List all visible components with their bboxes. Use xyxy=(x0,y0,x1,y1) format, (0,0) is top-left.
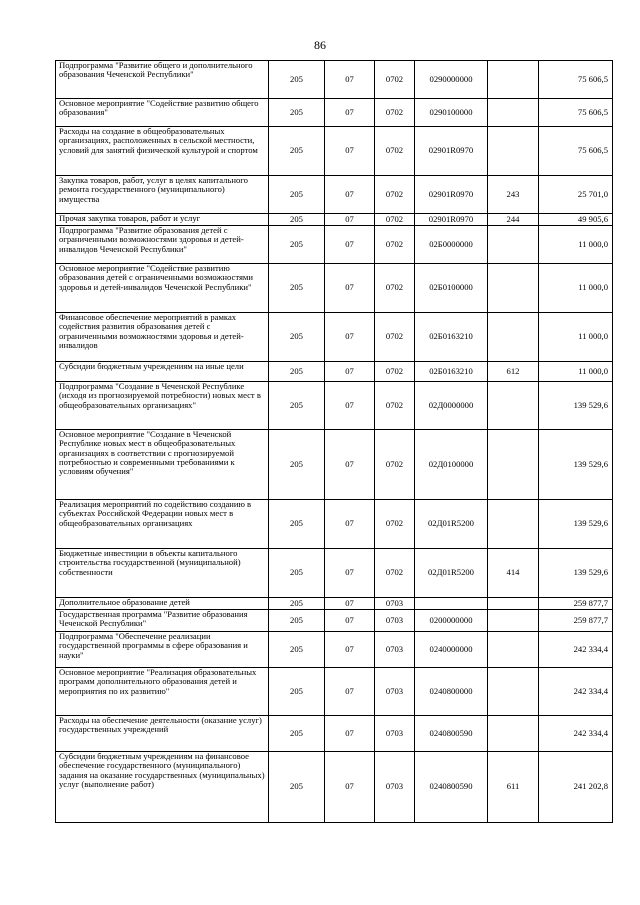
cell-section: 0703 xyxy=(375,668,415,716)
cell-code2: 07 xyxy=(325,264,375,313)
cell-code2: 07 xyxy=(325,549,375,598)
cell-type xyxy=(488,264,539,313)
cell-name: Дополнительное образование детей xyxy=(56,598,269,610)
cell-section: 0703 xyxy=(375,598,415,610)
cell-name: Основное мероприятие "Содействие развитию общего образования" xyxy=(56,99,269,127)
table-row xyxy=(56,127,613,176)
cell-type: 243 xyxy=(488,176,539,214)
cell-code1: 205 xyxy=(269,61,325,99)
cell-amount: 25 701,0 xyxy=(539,176,613,214)
cell-section: 0702 xyxy=(375,226,415,264)
cell-amount: 11 000,0 xyxy=(539,264,613,313)
cell-name: Основное мероприятие "Создание в Чеченской Республике новых мест в общеобразовательных организациях в соответствии с прогнозируемой потребностью и современными требованиями к условиям обучения" xyxy=(56,430,269,500)
cell-name: Прочая закупка товаров, работ и услуг xyxy=(56,214,269,226)
cell-code2: 07 xyxy=(325,632,375,668)
cell-code1: 205 xyxy=(269,500,325,549)
cell-code2: 07 xyxy=(325,176,375,214)
cell-section: 0702 xyxy=(375,61,415,99)
cell-amount: 259 877,7 xyxy=(539,610,613,632)
cell-name: Реализация мероприятий по содействию созданию в субъектах Российской Федерации новых мест в общеобразовательных организациях xyxy=(56,500,269,549)
cell-type: 414 xyxy=(488,549,539,598)
cell-code1: 205 xyxy=(269,99,325,127)
table-row xyxy=(56,598,613,610)
table-row xyxy=(56,362,613,382)
cell-target: 02Д0100000 xyxy=(415,430,488,500)
cell-section: 0702 xyxy=(375,264,415,313)
cell-code2: 07 xyxy=(325,362,375,382)
cell-section: 0702 xyxy=(375,362,415,382)
cell-code2: 07 xyxy=(325,752,375,823)
cell-target: 02Б0163210 xyxy=(415,362,488,382)
cell-section: 0702 xyxy=(375,549,415,598)
cell-code1: 205 xyxy=(269,610,325,632)
cell-name: Расходы на обеспечение деятельности (оказание услуг) государственных учреждений xyxy=(56,716,269,752)
cell-name: Расходы на создание в общеобразовательных организациях, расположенных в сельской местности, условий для занятий физической культурой и спортом xyxy=(56,127,269,176)
cell-section: 0702 xyxy=(375,500,415,549)
cell-type: 611 xyxy=(488,752,539,823)
table-row xyxy=(56,99,613,127)
cell-code2: 07 xyxy=(325,610,375,632)
cell-name: Подпрограмма "Обеспечение реализации государственной программы в сфере образования и науки" xyxy=(56,632,269,668)
cell-code1: 205 xyxy=(269,668,325,716)
cell-target: 02901R0970 xyxy=(415,176,488,214)
cell-name: Подпрограмма "Развитие общего и дополнительного образования Чеченской Республики" xyxy=(56,61,269,99)
cell-name: Закупка товаров, работ, услуг в целях капитального ремонта государственного (муниципального) имущества xyxy=(56,176,269,214)
cell-target: 0240800000 xyxy=(415,668,488,716)
cell-type xyxy=(488,610,539,632)
cell-code1: 205 xyxy=(269,598,325,610)
budget-table xyxy=(55,60,613,823)
cell-name: Подпрограмма "Создание в Чеченской Республике (исходя из прогнозируемой потребности) новых мест в общеобразовательных организациях" xyxy=(56,382,269,430)
cell-code2: 07 xyxy=(325,382,375,430)
cell-amount: 242 334,4 xyxy=(539,668,613,716)
table-row xyxy=(56,176,613,214)
cell-type xyxy=(488,430,539,500)
table-row xyxy=(56,716,613,752)
table-row xyxy=(56,214,613,226)
cell-code1: 205 xyxy=(269,214,325,226)
cell-code2: 07 xyxy=(325,61,375,99)
cell-section: 0703 xyxy=(375,752,415,823)
cell-type xyxy=(488,716,539,752)
cell-amount: 139 529,6 xyxy=(539,549,613,598)
cell-type xyxy=(488,99,539,127)
cell-target: 02Д01R5200 xyxy=(415,549,488,598)
cell-name: Финансовое обеспечение мероприятий в рамках содействия развития образования детей с ограниченными возможностями здоровья и детей-инвалидов xyxy=(56,313,269,362)
cell-code2: 07 xyxy=(325,99,375,127)
cell-code1: 205 xyxy=(269,430,325,500)
cell-code1: 205 xyxy=(269,752,325,823)
cell-section: 0702 xyxy=(375,382,415,430)
cell-type xyxy=(488,632,539,668)
cell-name: Субсидии бюджетным учреждениям на финансовое обеспечение государственного (муниципального) задания на оказание государственных (муниципальных) услуг (выполнение работ) xyxy=(56,752,269,823)
cell-type xyxy=(488,313,539,362)
cell-section: 0703 xyxy=(375,716,415,752)
cell-code1: 205 xyxy=(269,264,325,313)
cell-type xyxy=(488,61,539,99)
table-row xyxy=(56,668,613,716)
cell-name: Подпрограмма "Развитие образования детей с ограниченными возможностями здоровья и детей-инвалидов Чеченской Республики" xyxy=(56,226,269,264)
table-row xyxy=(56,632,613,668)
cell-code1: 205 xyxy=(269,362,325,382)
cell-code1: 205 xyxy=(269,549,325,598)
cell-code1: 205 xyxy=(269,127,325,176)
cell-target: 0290100000 xyxy=(415,99,488,127)
table-row xyxy=(56,500,613,549)
cell-amount: 139 529,6 xyxy=(539,500,613,549)
table-row xyxy=(56,430,613,500)
cell-amount: 139 529,6 xyxy=(539,382,613,430)
cell-code1: 205 xyxy=(269,632,325,668)
cell-target: 0290000000 xyxy=(415,61,488,99)
cell-section: 0702 xyxy=(375,430,415,500)
cell-target: 02901R0970 xyxy=(415,214,488,226)
cell-type xyxy=(488,382,539,430)
cell-code2: 07 xyxy=(325,716,375,752)
table-row xyxy=(56,226,613,264)
cell-section: 0702 xyxy=(375,176,415,214)
cell-amount: 75 606,5 xyxy=(539,99,613,127)
cell-code2: 07 xyxy=(325,127,375,176)
table-row xyxy=(56,264,613,313)
table-row xyxy=(56,549,613,598)
cell-code2: 07 xyxy=(325,313,375,362)
cell-code1: 205 xyxy=(269,176,325,214)
cell-section: 0703 xyxy=(375,610,415,632)
cell-name: Основное мероприятие "Реализация образовательных программ дополнительного образования детей и мероприятия по их развитию" xyxy=(56,668,269,716)
cell-amount: 75 606,5 xyxy=(539,127,613,176)
cell-target: 0240800590 xyxy=(415,716,488,752)
cell-amount: 242 334,4 xyxy=(539,632,613,668)
cell-name: Субсидии бюджетным учреждениям на иные цели xyxy=(56,362,269,382)
cell-section: 0702 xyxy=(375,313,415,362)
cell-name: Государственная программа "Развитие образования Чеченской Республики" xyxy=(56,610,269,632)
cell-type xyxy=(488,226,539,264)
cell-name: Бюджетные инвестиции в объекты капитального строительства государственной (муниципальной) собственности xyxy=(56,549,269,598)
cell-target: 0200000000 xyxy=(415,610,488,632)
cell-code2: 07 xyxy=(325,430,375,500)
cell-target: 02Д01R5200 xyxy=(415,500,488,549)
cell-section: 0702 xyxy=(375,214,415,226)
cell-target xyxy=(415,598,488,610)
cell-amount: 49 905,6 xyxy=(539,214,613,226)
cell-amount: 75 606,5 xyxy=(539,61,613,99)
cell-target: 02Б0000000 xyxy=(415,226,488,264)
cell-section: 0702 xyxy=(375,99,415,127)
page-number: 86 xyxy=(314,38,326,52)
cell-code2: 07 xyxy=(325,598,375,610)
cell-code2: 07 xyxy=(325,668,375,716)
table-row xyxy=(56,610,613,632)
cell-amount: 11 000,0 xyxy=(539,313,613,362)
cell-type: 612 xyxy=(488,362,539,382)
cell-target: 02Б0163210 xyxy=(415,313,488,362)
cell-code2: 07 xyxy=(325,500,375,549)
table-row xyxy=(56,61,613,99)
cell-code2: 07 xyxy=(325,214,375,226)
cell-type xyxy=(488,500,539,549)
table-row xyxy=(56,382,613,430)
cell-target: 0240800590 xyxy=(415,752,488,823)
table-row xyxy=(56,313,613,362)
cell-code1: 205 xyxy=(269,226,325,264)
cell-amount: 241 202,8 xyxy=(539,752,613,823)
cell-type xyxy=(488,598,539,610)
cell-section: 0703 xyxy=(375,632,415,668)
cell-amount: 242 334,4 xyxy=(539,716,613,752)
cell-type xyxy=(488,127,539,176)
cell-target: 02901R0970 xyxy=(415,127,488,176)
cell-type xyxy=(488,668,539,716)
cell-section: 0702 xyxy=(375,127,415,176)
cell-amount: 259 877,7 xyxy=(539,598,613,610)
cell-target: 02Д0000000 xyxy=(415,382,488,430)
cell-target: 02Б0100000 xyxy=(415,264,488,313)
cell-type: 244 xyxy=(488,214,539,226)
cell-amount: 11 000,0 xyxy=(539,362,613,382)
cell-target: 0240000000 xyxy=(415,632,488,668)
cell-code1: 205 xyxy=(269,716,325,752)
cell-amount: 11 000,0 xyxy=(539,226,613,264)
cell-code2: 07 xyxy=(325,226,375,264)
cell-code1: 205 xyxy=(269,313,325,362)
table-row xyxy=(56,752,613,823)
cell-name: Основное мероприятие "Содействие развитию образования детей с ограниченными возможностями здоровья и детей-инвалидов Чеченской Республики" xyxy=(56,264,269,313)
cell-code1: 205 xyxy=(269,382,325,430)
cell-amount: 139 529,6 xyxy=(539,430,613,500)
